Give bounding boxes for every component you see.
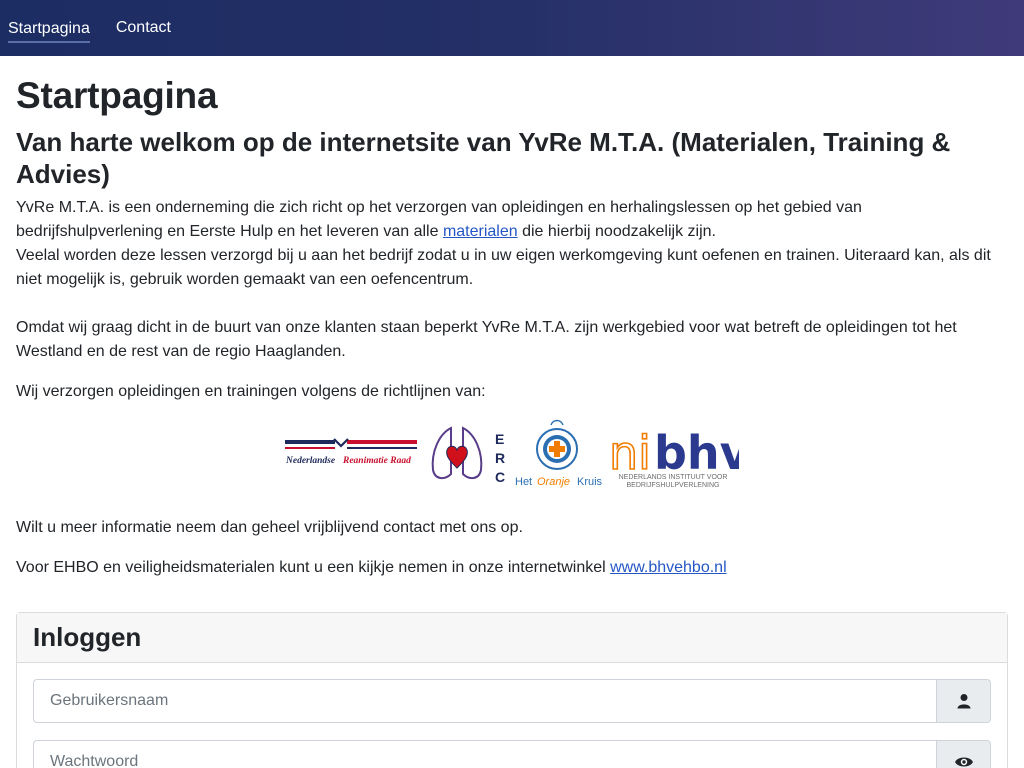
main-content <box>0 74 1024 768</box>
username-group <box>33 679 991 723</box>
lungs-heart-icon <box>433 428 482 478</box>
partner-logos <box>16 418 1008 494</box>
nibhv-mark-a: ni <box>609 425 651 480</box>
nibhv-line-2: BEDRIJFSHULPVERLENING <box>626 481 720 489</box>
guidelines-paragraph: Wij verzorgen opleidingen en trainingen volgens de richtlijnen van: <box>16 383 486 400</box>
intro-paragraph <box>16 196 1008 292</box>
erc-logo <box>429 422 511 491</box>
nrr-bar-navy-thin <box>347 447 417 449</box>
username-input[interactable] <box>33 679 937 723</box>
password-input[interactable] <box>33 740 937 768</box>
cross-icon <box>537 420 577 469</box>
page-subtitle: Van harte welkom op de internetsite van YvRe M.T.A. (Materialen, Training & Advies) <box>16 127 951 189</box>
oranje-kruis-logo <box>513 419 605 494</box>
intro-text-a: YvRe M.T.A. is een onderneming die zich richt op het verzorgen van opleidingen en herhalingslessen op het gebied van bedrijfshulpverlening en Eerste Hulp en het leveren van alle <box>16 199 862 240</box>
nrr-bar-red <box>347 440 417 444</box>
nibhv-line-1: NEDERLANDS INSTITUUT VOOR <box>618 473 728 481</box>
nav-startpagina[interactable]: Startpagina <box>8 16 90 43</box>
eye-icon[interactable] <box>937 740 991 768</box>
heart-icon <box>334 439 348 446</box>
nav-contact[interactable]: Contact <box>115 19 171 36</box>
nibhv-logo <box>607 419 739 494</box>
nrr-name-a: Nederlandse <box>286 455 336 466</box>
oranje-word-a: Het <box>515 475 533 488</box>
shop-paragraph <box>16 556 1008 580</box>
login-card-body <box>17 663 1007 768</box>
shop-link[interactable]: www.bhvehbo.nl <box>610 559 727 576</box>
oranje-word-b: Oranje <box>537 475 571 488</box>
intro-text-b: die hierbij noodzakelijk zijn. <box>517 223 716 240</box>
erc-letter-c: C <box>495 468 506 485</box>
login-card <box>16 612 1008 768</box>
login-title: Inloggen <box>33 622 142 652</box>
nrr-bar-navy <box>285 440 335 444</box>
erc-letter-r: R <box>495 449 506 466</box>
nrr-name-b: Reanimatie Raad <box>343 455 411 466</box>
intro-text-2: Veelal worden deze lessen verzorgd bij u aan het bedrijf zodat u in uw eigen werkomgeving kunt oefenen en trainen. Uiteraard kan, als dit niet mogelijk is, gebruik worden gemaakt van een oefencentrum. <box>16 247 991 288</box>
top-navbar <box>0 0 1024 56</box>
erc-letter-e: E <box>495 430 505 447</box>
materialen-link[interactable]: materialen <box>442 223 518 240</box>
user-icon <box>937 679 991 723</box>
login-card-header <box>17 613 1007 663</box>
page-title: Startpagina <box>16 75 218 116</box>
shop-text: Voor EHBO en veiligheidsmaterialen kunt u een kijkje nemen in onze internetwinkel <box>16 559 611 576</box>
nrr-logo <box>285 434 421 479</box>
region-paragraph: Omdat wij graag dicht in de buurt van onze klanten staan beperkt YvRe M.T.A. zijn werkgebied voor wat betreft de opleidingen tot het Westland en de rest van de regio Haaglanden. <box>16 319 957 360</box>
nibhv-mark-b: bhv <box>654 425 739 480</box>
password-group <box>33 740 991 768</box>
nrr-bar-red-thin <box>285 447 335 449</box>
oranje-word-c: Kruis <box>577 475 603 488</box>
contact-paragraph: Wilt u meer informatie neem dan geheel vrijblijvend contact met ons op. <box>16 519 523 536</box>
